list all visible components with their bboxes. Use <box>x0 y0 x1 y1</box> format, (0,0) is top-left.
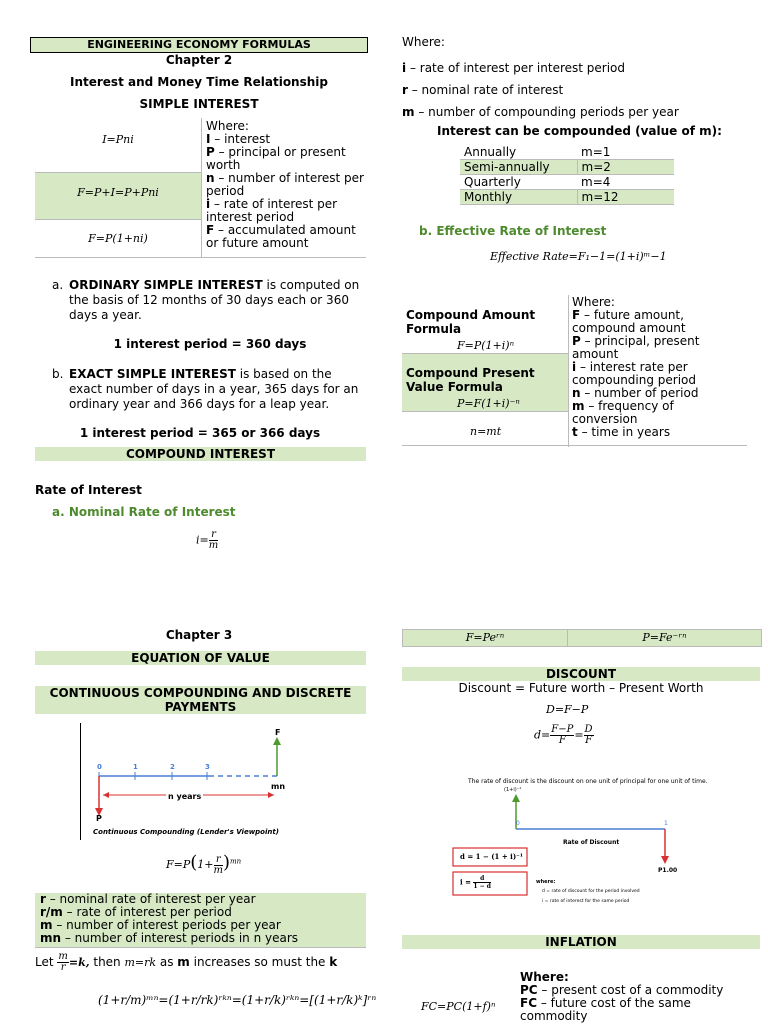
mn-label: mn <box>271 782 286 791</box>
ordinary-equation: 1 interest period = 360 days <box>113 337 307 351</box>
def-m: m – number of interest periods per year <box>40 918 281 932</box>
ca-bottom-line <box>402 445 747 446</box>
def-r-m: r/m – rate of interest per period <box>40 905 232 919</box>
table-bottom-line <box>35 257 366 258</box>
def-mn: mn – number of interest periods in n years <box>40 931 299 945</box>
inflation-formula: FC=PC(1+f)ⁿ <box>421 1000 496 1013</box>
where-label: Where: <box>572 295 615 309</box>
ca-divider <box>568 295 569 447</box>
m-values-table <box>460 145 674 205</box>
simple-interest-heading: SIMPLE INTEREST <box>139 97 259 111</box>
compounded-title: Interest can be compounded (value of m): <box>437 124 722 138</box>
present-p-label: P <box>96 814 102 823</box>
discount-text: Discount = Future worth – Present Worth <box>458 681 704 695</box>
compound-amount-title: Compound Amount Formula <box>406 308 536 336</box>
tick-1: 1 <box>133 763 138 771</box>
rod-where: where: <box>536 879 556 885</box>
rod-top-label: (1+i)⁻¹ <box>504 787 522 793</box>
rod-p-label: P1.00 <box>658 867 678 874</box>
compound-amount-formula: F=P(1+i)ⁿ <box>457 339 515 352</box>
subtitle: Interest and Money Time Relationship <box>69 75 328 89</box>
table-row: Monthly m=12 <box>460 190 674 205</box>
rate-of-discount-diagram <box>452 778 708 910</box>
simple-interest-definitions <box>206 120 366 250</box>
n-years-label: n years <box>168 792 202 801</box>
diagram-caption: Continuous Compounding (Lender's Viewpoint) <box>93 828 279 836</box>
def-m: m – frequency of conversion <box>572 399 674 426</box>
rod-where-d: d = rate of discount for the period involved <box>542 889 640 894</box>
let-statement: Let $\frac{m}{r}$ =k, then m=rk as m increases so must the k <box>35 951 338 973</box>
where-label: Where: <box>520 970 569 984</box>
rod-zero: 0 <box>516 820 520 827</box>
effective-rate-formula: Effective Rate=F₁−1=(1+i)ᵐ−1 <box>490 250 667 263</box>
def-f: F – accumulated amount or future amount <box>206 223 356 250</box>
effective-rate-heading: b. Effective Rate of Interest <box>419 224 607 238</box>
rod-where-i: i = rate of interest for the same period <box>542 899 630 904</box>
def-n: n – number of period <box>572 386 699 400</box>
compound-interest-heading: COMPOUND INTEREST <box>35 447 366 461</box>
exact-equation: 1 interest period = 365 or 366 days <box>79 426 321 440</box>
def-t: t – time in years <box>572 425 671 439</box>
def-i: I – interest <box>206 132 271 146</box>
rod-i-formula: i = $\frac{d}{1 - d}$ <box>460 875 491 890</box>
chapter-3-heading: Chapter 3 <box>165 628 233 642</box>
compound-pv-title: Compound Present Value Formula <box>406 366 535 394</box>
n-mt-formula: n=mt <box>470 425 502 438</box>
table-divider <box>201 118 202 258</box>
def-rate-m: m – number of compounding periods per year <box>402 105 679 119</box>
compound-pv-formula: P=F(1+i)⁻ⁿ <box>457 397 520 410</box>
discount-rate-formula: d= $\frac{F-P}{F}$ = $\frac{D}{F}$ <box>534 724 593 746</box>
table-row: Annually m=1 <box>460 145 674 160</box>
title-box: ENGINEERING ECONOMY FORMULAS <box>30 37 368 53</box>
continuous-compounding-heading: CONTINUOUS COMPOUNDING AND DISCRETE PAYMENTS <box>35 686 366 714</box>
def-i-rate: i – rate of interest per interest period <box>206 197 338 224</box>
rod-d-formula: d = 1 − (1 + i)⁻¹ <box>460 852 523 861</box>
continuous-fp-table <box>402 629 760 645</box>
limit-expansion-formula: (1+r/m)ᵐⁿ=(1+r/rk)ʳᵏⁿ=(1+r/k)ʳᵏⁿ=[(1+r/k)ᵏ]ʳⁿ <box>98 993 377 1007</box>
table-row: Semi-annually m=2 <box>460 160 674 175</box>
compound-definitions <box>572 296 732 439</box>
formula-f-p-1-ni: F=P(1+ni) <box>88 232 148 245</box>
def-p: P – principal, present amount <box>572 334 700 361</box>
equation-of-value-heading: EQUATION OF VALUE <box>35 651 366 665</box>
formula-i-pni: I=Pni <box>102 133 134 146</box>
compound-amount-table <box>402 295 768 447</box>
right-definitions <box>402 57 679 123</box>
inflation-definitions <box>520 971 750 1023</box>
def-p: P – principal or present worth <box>206 145 346 172</box>
continuous-formula: F=P(1+ $\frac{r}{m}$ )$^{mn}$ <box>166 852 242 876</box>
discount-heading: DISCOUNT <box>402 667 760 681</box>
formula-f-p-i: F=P+I=P+Pni <box>35 172 201 220</box>
rod-caption: The rate of discount is the discount on one unit of principal for one unit of time. <box>468 778 708 785</box>
tick-0: 0 <box>97 763 102 771</box>
inflation-heading: INFLATION <box>402 935 760 949</box>
future-f-label: F <box>275 728 281 737</box>
nominal-formula: i= $\frac{r}{m}$ <box>196 529 219 551</box>
discount-formula: D=F−P <box>546 703 589 716</box>
rate-of-interest-heading: Rate of Interest <box>35 483 142 497</box>
exact-simple-interest: b. EXACT SIMPLE INTEREST is based on the exact number of days in a year, 365 days for an ordinary year and 366 days for a leap year. <box>52 367 359 411</box>
continuous-compounding-diagram <box>79 723 309 840</box>
continuous-definitions <box>35 893 366 948</box>
def-fc: FC – future cost of the same commodity <box>520 996 691 1023</box>
right-where-label: Where: <box>402 35 445 49</box>
chapter-2-heading: Chapter 2 <box>165 53 233 67</box>
rod-one: 1 <box>664 820 668 827</box>
list-marker-a: a. <box>52 278 64 292</box>
def-rate-i: i – rate of interest per interest period <box>402 61 626 75</box>
list-marker-b: b. <box>52 367 64 381</box>
ordinary-simple-interest: a. ORDINARY SIMPLE INTEREST is computed on the basis of 12 months of 30 days each or 360 days a year. <box>52 278 360 322</box>
formula-f-pern: F=Peʳⁿ <box>402 629 568 647</box>
def-pc: PC – present cost of a commodity <box>520 983 724 997</box>
tick-3: 3 <box>205 763 210 771</box>
table-row: Quarterly m=4 <box>460 175 674 190</box>
def-r: r – nominal rate of interest per year <box>40 892 256 906</box>
where-label: Where: <box>206 119 249 133</box>
def-rate-r: r – nominal rate of interest <box>402 83 564 97</box>
tick-2: 2 <box>170 763 175 771</box>
formula-p-fern: P=Fe⁻ʳⁿ <box>567 629 762 647</box>
simple-interest-table <box>35 118 366 258</box>
def-f: F – future amount, compound amount <box>572 308 686 335</box>
def-i: i – interest rate per compounding period <box>572 360 697 387</box>
exact-label: EXACT SIMPLE INTEREST <box>69 367 236 381</box>
rod-label: Rate of Discount <box>563 839 620 846</box>
ordinary-label: ORDINARY SIMPLE INTEREST <box>69 278 263 292</box>
nominal-rate-heading: a. Nominal Rate of Interest <box>52 505 236 519</box>
def-n: n – number of interest per period <box>206 171 364 198</box>
